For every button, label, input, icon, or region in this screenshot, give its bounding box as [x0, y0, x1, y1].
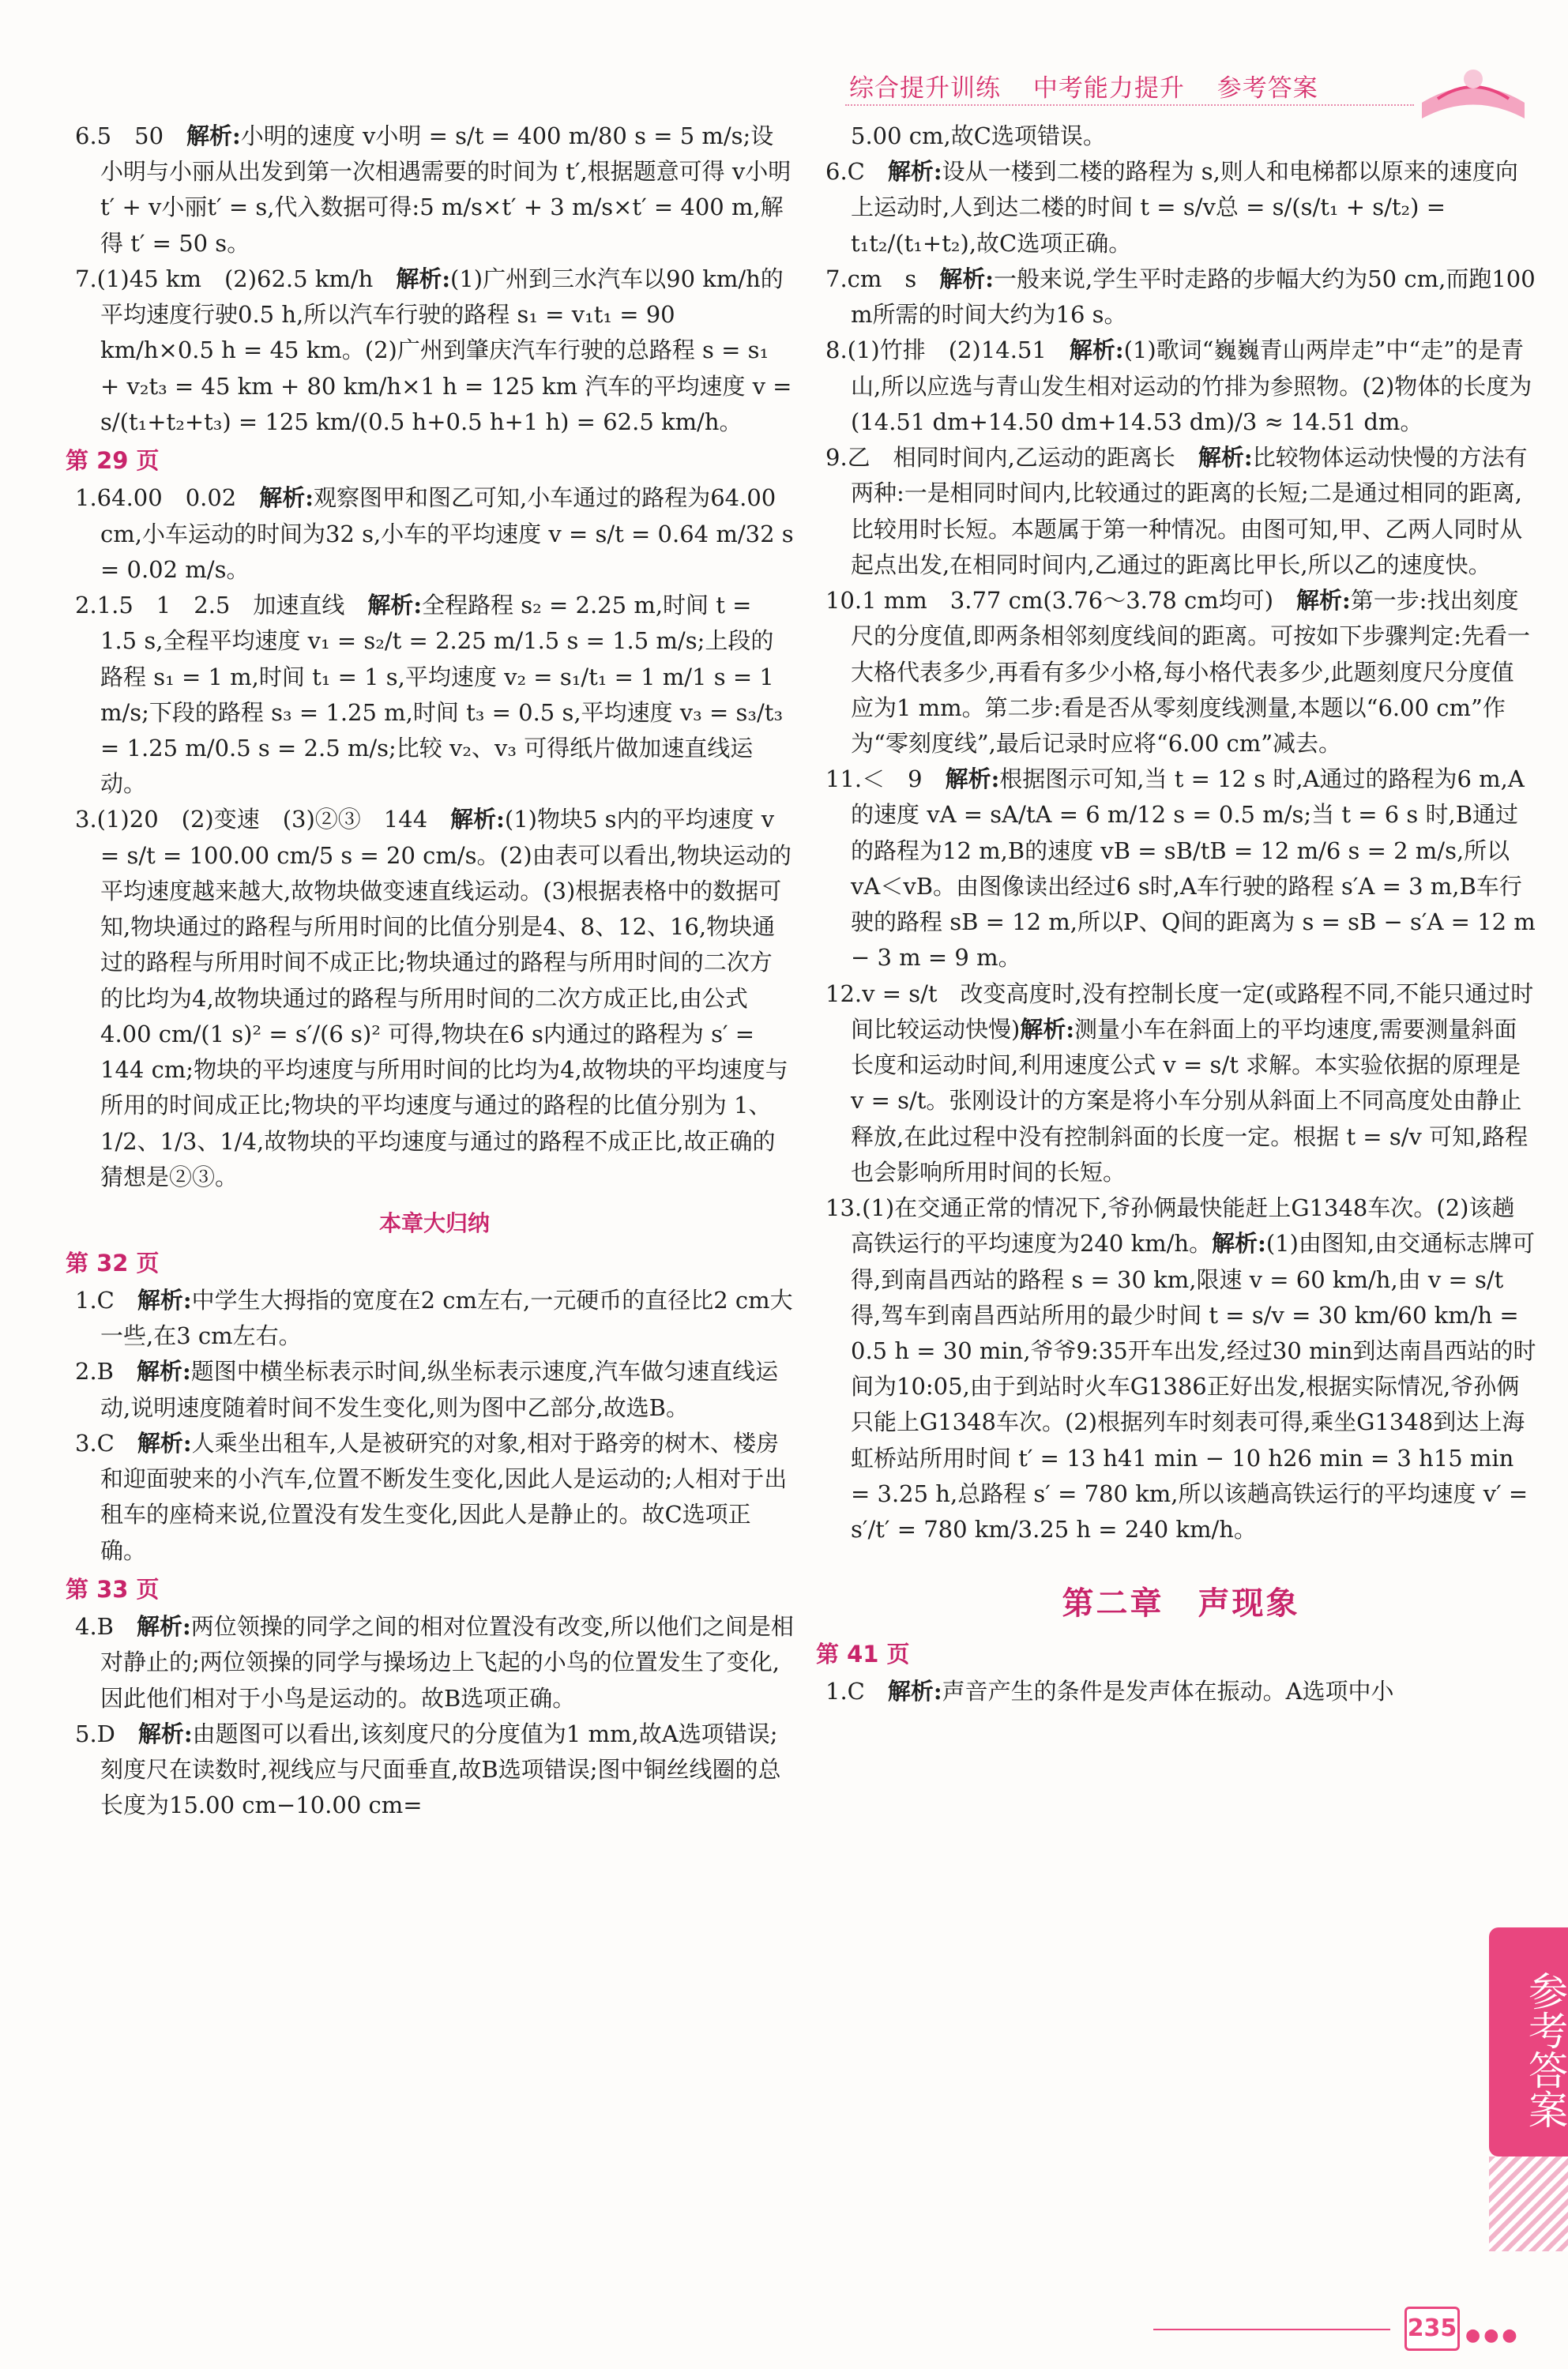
analysis-text: 解析:声音产生的条件是发声体在振动。A选项中小 — [887, 1678, 1394, 1705]
analysis-text: 解析:人乘坐出租车,人是被研究的对象,相对于路旁的树木、楼房和迎面驶来的小汽车,位置不断发生变化,因此人是运动的;人相对于出租车的座椅来说,位置没有发生变化,因此人是静止的。故C选项正确。 — [100, 1429, 788, 1564]
chapter-summary-heading: 本章大归纳 — [378, 1210, 490, 1237]
analysis-text: 解析:中学生大拇指的宽度在2 cm左右,一元硬币的直径比2 cm大一些,在3 cm左右。 — [100, 1286, 793, 1350]
answer-item — [75, 1717, 794, 1824]
analysis-label: 解析: — [1212, 1230, 1266, 1258]
answer-item — [75, 1609, 794, 1717]
answer-item — [75, 118, 794, 261]
analysis-text: 解析:(1)由图知,由交通标志牌可得,到南昌西站的路程 s = 30 km,限速 v = 60 km/h,由 v = s/t 得,驾车到南昌西站所用的最少时间 t = s/v = 30 km/60 km/h = 0.5 h = 30 min,爷爷9:35开车出发,经过30 min到达南昌西站的时间为10:05,由于到站时火车G1386正好出发,根据实际情况,爷孙俩只能上G1348车次。(2)根据列车时刻表可得,乘坐G1348到达上海虹桥站所用时间 t′ = 13 h41 min − 10 h26 min = 3 h15 min = 3.25 h,总路程 s′ = 780 km,所以该趟高铁运行的平均速度 v′ = s′/t′ = 780 km/3.25 h = 240 km/h。 — [851, 1230, 1536, 1544]
answer-text: 4.B — [75, 1613, 137, 1641]
right-column — [816, 118, 1536, 1709]
answer-item — [825, 583, 1536, 761]
analysis-label: 解析: — [137, 1286, 192, 1314]
analysis-text: 解析:小明的速度 v小明 = s/t = 400 m/80 s = 5 m/s;设小明与小丽从出发到第一次相遇需要的时间为 t′,根据题意可得 v小明t′ + v小丽t′ = s,代入数据可得:5 m/s×t′ + 3 m/s×t′ = 400 m,解得 t′ = 50 s。 — [100, 122, 792, 257]
page-heading: 第 33 页 — [66, 1575, 160, 1603]
answer-text: 1.C — [75, 1286, 137, 1314]
analysis-label: 解析: — [396, 265, 451, 292]
analysis-text: 解析:根据图示可知,当 t = 12 s 时,A通过的路程为6 m,A的速度 vA = sA/tA = 6 m/12 s = 0.5 m/s;当 t = 6 s 时,B通过的路程为12 m,B的速度 vB = sB/tB = 12 m/6 s = 2 m/s,所以 vA＜vB。由图像读出经过6 s时,A车行驶的路程 s′A = 3 m,B车行驶的路程 sB = 12 m,所以P、Q间的距离为 s = sB − s′A = 12 m − 3 m = 9 m。 — [851, 765, 1536, 972]
analysis-label: 解析: — [939, 265, 995, 292]
analysis-label: 解析: — [887, 1678, 942, 1705]
answer-item — [75, 1283, 794, 1354]
answer-text: 5.00 cm,故C选项错误。 — [851, 122, 1106, 149]
left-column — [66, 118, 794, 1823]
answer-text: 8.(1)竹排 (2)14.51 — [825, 337, 1070, 364]
answer-item — [825, 761, 1536, 976]
answer-text: 7.cm s — [825, 265, 940, 292]
answer-text: 1.64.00 0.02 — [75, 484, 260, 512]
analysis-text: 解析:(1)广州到三水汽车以90 km/h的平均速度行驶0.5 h,所以汽车行驶的路程 s₁ = v₁t₁ = 90 km/h×0.5 h = 45 km。(2)广州到肇庆汽车行驶的总路程 s = s₁ + v₂t₃ = 45 km + 80 km/h×1 h = 125 km 汽车的平均速度 v = s/(t₁+t₂+t₃) = 125 km/(0.5 h+0.5 h+1 h) = 62.5 km/h。 — [100, 265, 792, 435]
header-b: 中考能力提升 — [1032, 74, 1185, 103]
analysis-label: 解析: — [945, 765, 1000, 793]
answer-item — [75, 480, 794, 588]
answer-item — [75, 261, 794, 440]
answer-text: 3.(1)20 (2)变速 (3)②③ 144 — [75, 806, 451, 833]
analysis-text: 解析:(1)物块5 s内的平均速度 v = s/t = 100.00 cm/5 s = 20 cm/s。(2)由表可以看出,物块运动的平均速度越来越大,故物块做变速直线运动。(3)根据表格中的数据可知,物块通过的路程与所用时间的比值分别是4、8、12、16,物块通过的路程与所用时间不成正比;物块通过的路程与所用时间的二次方的比均为4,故物块通过的路程与所用时间的二次方成正比,由公式 4.00 cm/(1 s)² = s′/(6 s)² 可得,物块在6 s内通过的路程为 s′ = 144 cm;物块的平均速度与所用时间的比均为4,故物块的平均速度与所用的时间成正比;物块的平均速度与通过的路程的比值分别为 1、1/2、1/3、1/4,故物块的平均速度与通过的路程不成正比,故正确的猜想是②③。 — [100, 806, 792, 1190]
answer-item — [825, 440, 1536, 583]
chapter-title: 第二章 声现象 — [1062, 1585, 1300, 1623]
analysis-text: 解析:观察图甲和图乙可知,小车通过的路程为64.00 cm,小车运动的时间为32 s,小车的平均速度 v = s/t = 0.64 m/32 s = 0.02 m/s。 — [100, 484, 794, 583]
answer-text: 2.1.5 1 2.5 加速直线 — [75, 592, 368, 619]
footer-rule — [1153, 2329, 1390, 2330]
analysis-label: 解析: — [137, 1720, 193, 1747]
analysis-text: 解析:由题图可以看出,该刻度尺的分度值为1 mm,故A选项错误;刻度尺在读数时,视线应与尺面垂直,故B选项错误;图中铜丝线圈的总长度为15.00 cm−10.00 cm= — [100, 1720, 781, 1819]
analysis-text: 解析:一般来说,学生平时走路的步幅大约为50 cm,而跑100 m所需的时间大约为16 s。 — [851, 265, 1536, 329]
answer-item — [75, 1426, 794, 1569]
answer-text: 11.＜ 9 — [825, 765, 946, 793]
analysis-text: 解析:比较物体运动快慢的方法有两种:一是相同时间内,比较通过的距离的长短;二是通过相同的距离,比较用时长短。本题属于第一种情况。由图可知,甲、乙两人同时从起点出发,在相同时间内,乙通过的距离比甲长,所以乙的速度快。 — [851, 444, 1528, 578]
analysis-label: 解析: — [1198, 444, 1253, 472]
side-stripe — [1489, 2157, 1568, 2251]
answer-text: 12.v = s/t 改变高度时,没有控制长度一定(或路程不同,不能只通过时间比较运动快慢) — [825, 980, 1534, 1043]
analysis-text: 解析:两位领操的同学之间的相对位置没有改变,所以他们之间是相对静止的;两位领操的同学与操场边上飞起的小鸟的位置发生了变化,因此他们相对于小鸟是运动的。故B选项正确。 — [100, 1613, 794, 1712]
header-c: 参考答案 — [1216, 74, 1318, 103]
analysis-text: 解析:第一步:找出刻度尺的分度值,即两条相邻刻度线间的距离。可按如下步骤判定:先看一大格代表多少,再看有多少小格,每小格代表多少,此题刻度尺分度值应为1 mm。第二步:看是否从零刻度线测量,本题以“6.00 cm”作为“零刻度线”,最后记录时应将“6.00 cm”减去。 — [851, 587, 1530, 757]
analysis-text: 解析:设从一楼到二楼的路程为 s,则人和电梯都以原来的速度向上运动时,人到达二楼的时间 t = s/v总 = s/(s/t₁ + s/t₂) = t₁t₂/(t₁+t₂),故C选项正确。 — [851, 158, 1518, 257]
side-tab: 参考答案 — [1489, 1927, 1568, 2157]
analysis-label: 解析: — [1069, 337, 1124, 364]
answer-text: 13.(1)在交通正常的情况下,爷孙俩最快能赶上G1348车次。(2)该趟高铁运行的平均速度为240 km/h。 — [825, 1194, 1515, 1258]
answer-text: 9.乙 相同时间内,乙运动的距离长 — [825, 444, 1198, 472]
answer-item — [75, 802, 794, 1195]
analysis-label: 解析: — [367, 592, 423, 619]
answer-item — [825, 118, 1536, 154]
book-logo-icon — [1414, 55, 1532, 126]
analysis-label: 解析: — [137, 1429, 192, 1457]
answer-item — [75, 588, 794, 802]
answer-item — [825, 261, 1536, 333]
answer-item — [75, 1354, 794, 1425]
analysis-label: 解析: — [186, 122, 241, 149]
header-a: 综合提升训练 — [849, 74, 1001, 103]
analysis-label: 解析: — [136, 1613, 191, 1641]
header-rule — [845, 104, 1414, 106]
answer-text: 2.B — [75, 1358, 137, 1386]
page-number: 235 — [1404, 2307, 1460, 2351]
analysis-label: 解析: — [887, 158, 942, 186]
answer-item — [825, 976, 1536, 1190]
analysis-text: 解析:题图中横坐标表示时间,纵坐标表示速度,汽车做匀速直线运动,说明速度随着时间不发生变化,则为图中乙部分,故选B。 — [100, 1358, 779, 1421]
answer-item — [825, 1190, 1536, 1547]
footer-dots-icon: ●●● — [1465, 2326, 1521, 2345]
analysis-label: 解析: — [1020, 1015, 1075, 1043]
analysis-text: 解析:全程路程 s₂ = 2.25 m,时间 t = 1.5 s,全程平均速度 v₁ = s₂/t = 2.25 m/1.5 s = 1.5 m/s;上段的路程 s₁ = 1 m,时间 t₁ = 1 s,平均速度 v₂ = s₁/t₁ = 1 m/1 s = 1 m/s;下段的路程 s₃ = 1.25 m,时间 t₃ = 0.5 s,平均速度 v₃ = s₃/t₃ = 1.25 m/0.5 s = 2.5 m/s;比较 v₂、v₃ 可得纸片做加速直线运动。 — [100, 592, 784, 798]
page-heading: 第 29 页 — [66, 447, 160, 475]
page-heading: 第 32 页 — [66, 1249, 160, 1277]
running-header — [849, 70, 1342, 107]
answer-text: 10.1 mm 3.77 cm(3.76～3.78 cm均可) — [825, 587, 1297, 615]
answer-text: 3.C — [75, 1429, 137, 1457]
analysis-label: 解析: — [136, 1358, 191, 1386]
answer-item — [825, 333, 1536, 440]
answer-text: 7.(1)45 km (2)62.5 km/h — [75, 265, 397, 292]
analysis-label: 解析: — [259, 484, 314, 512]
analysis-text: 解析:测量小车在斜面上的平均速度,需要测量斜面长度和运动时间,利用速度公式 v = s/t 求解。本实验依据的原理是 v = s/t。张刚设计的方案是将小车分别从斜面上不同高度处由静止释放,在此过程中没有控制斜面的长度一定。根据 t = s/v 可知,路程也会影响所用时间的长短。 — [851, 1015, 1529, 1186]
answer-text: 1.C — [825, 1678, 888, 1705]
answer-item — [825, 1674, 1536, 1709]
answer-text: 6.C — [825, 158, 888, 186]
analysis-text: 解析:(1)歌词“巍巍青山两岸走”中“走”的是青山,所以应选与青山发生相对运动的竹排为参照物。(2)物体的长度为 (14.51 dm+14.50 dm+14.53 dm)/3 ≈ 14.51 dm。 — [851, 337, 1532, 435]
analysis-label: 解析: — [1296, 587, 1351, 615]
answer-text: 6.5 50 — [75, 122, 187, 149]
analysis-label: 解析: — [450, 806, 505, 833]
page-heading: 第 41 页 — [816, 1640, 910, 1668]
answer-text: 5.D — [75, 1720, 138, 1747]
answer-item — [825, 154, 1536, 261]
